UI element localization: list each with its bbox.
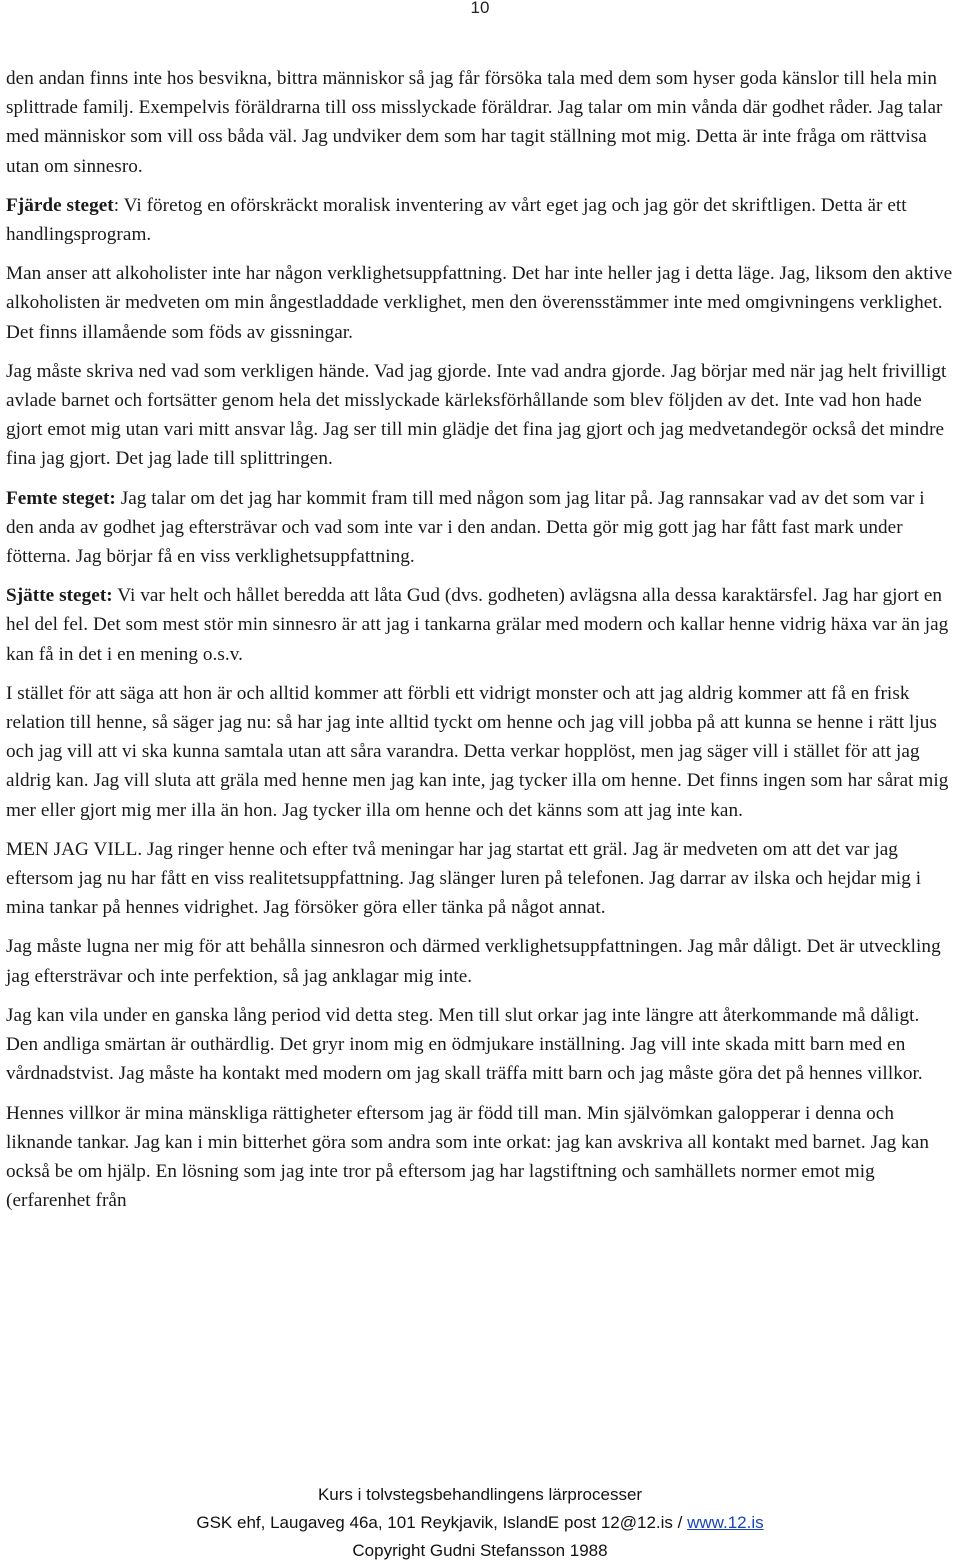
page-footer	[0, 1481, 960, 1565]
paragraph-text: Vi var helt och hållet beredda att låta Gud (dvs. godheten) avlägsna alla dessa karaktärsfel. Jag har gjort en hel del fel. Det som mest stör min sinnesro är att jag i tankarna grälar med modern och kallar henne vidrig häxa var än jag kan få in det i en mening o.s.v.	[6, 585, 949, 665]
paragraph	[6, 357, 954, 474]
footer-address: GSK ehf, Laugaveg 46a, 101 Reykjavik, IslandE post 12@12.is /	[196, 1513, 688, 1532]
paragraph	[6, 679, 954, 825]
paragraph-text: : Vi företog en oförskräckt moralisk inventering av vårt eget jag och jag gör det skriftligen. Detta är ett handlingsprogram.	[6, 194, 907, 246]
paragraph	[6, 64, 954, 181]
step-heading: Fjärde steget	[6, 194, 114, 216]
paragraph-step-5	[6, 484, 954, 572]
paragraph	[6, 1001, 954, 1089]
document-body	[6, 64, 954, 1225]
paragraph-text: Hennes villkor är mina mänskliga rättigheter eftersom jag är född till man. Min självömkan galopperar i denna och liknande tankar. Jag kan i min bitterhet göra som andra som inte orkat: jag kan avskriva all kontakt med barnet. Jag kan också be om hjälp. En lösning som jag inte tror på eftersom jag har lagstiftning och samhällets normer emot mig (erfarenhet från	[6, 1102, 930, 1212]
paragraph-text: Jag måste lugna ner mig för att behålla sinnesron och därmed verklighetsuppfattningen. Jag mår dåligt. Det är utveckling jag eftersträvar och inte perfektion, så jag anklagar mig inte.	[6, 936, 941, 987]
paragraph-text: Jag talar om det jag har kommit fram till med någon som jag litar på. Jag rannsakar vad av det som var i den anda av godhet jag eftersträvar och vad som inte var i den andan. Detta gör mig gott jag har fått fast mark under fötterna. Jag börjar få en viss verklighetsuppfattning.	[6, 487, 925, 568]
paragraph-step-4	[6, 191, 954, 249]
step-heading: Sjätte steget:	[6, 585, 113, 607]
paragraph	[6, 259, 954, 347]
paragraph	[6, 1099, 954, 1216]
page-number: 10	[470, 0, 490, 17]
paragraph-text: Man anser att alkoholister inte har någon verklighetsuppfattning. Det har inte heller jag i detta läge. Jag, liksom den aktive alkoholisten är medveten om min ångestladdade verklighet, men den överensstämmer inte med omgivningens verklighet. Det finns illamående som föds av gissningar.	[6, 263, 953, 343]
footer-course-title: Kurs i tolvstegsbehandlingens lärprocesser	[317, 1485, 643, 1504]
paragraph-text: Jag måste skriva ned vad som verkligen hände. Vad jag gjorde. Inte vad andra gjorde. Jag börjar med när jag helt frivilligt avlade barnet och fortsätter genom hela det misslyckade kärleksförhållande som blev följden av det. Inte vad hon hade gjort emot mig utan vari mitt ansvar låg. Jag ser till min glädje det fina jag gjort och jag medvetandegör också det mindre fina jag gjort. Det jag lade till splittringen.	[6, 360, 947, 470]
paragraph	[6, 932, 954, 990]
paragraph-text: MEN JAG VILL. Jag ringer henne och efter två meningar har jag startat ett gräl. Jag är medveten om att det var jag eftersom jag nu har fått en viss realitetsuppfattning. Jag slänger luren på telefonen. Jag darrar av ilska och hejdar mig i mina tankar på hennes vidrighet. Jag försöker göra eller tänka på något annat.	[6, 838, 922, 919]
footer-copyright: Copyright Gudni Stefansson 1988	[352, 1541, 608, 1560]
paragraph	[6, 835, 954, 923]
paragraph-text: den andan finns inte hos besvikna, bittra människor så jag får försöka tala med dem som hyser goda känslor till hela min splittrade familj. Exempelvis föräldrarna till oss misslyckade föräldrar. Jag talar om min vånda där godhet råder. Jag talar med människor som vill oss båda väl. Jag undviker dem som har tagit ställning mot mig. Detta är inte fråga om rättvisa utan om sinnesro.	[6, 68, 943, 177]
paragraph-text: I stället för att säga att hon är och alltid kommer att förbli ett vidrigt monster och att jag aldrig kommer att få en frisk relation till henne, så säger jag nu: så har jag inte alltid tyckt om henne och jag vill jobba på att kunna se henne i rätt ljus och jag vill att vi ska kunna samtala utan att såra varandra. Detta verkar hopplöst, men jag säger vill i stället för att jag aldrig kan. Jag vill sluta att gräla med henne men jag kan inte, jag tycker illa om henne. Det finns ingen som har sårat mig mer eller gjort mig mer illa än hon. Jag tycker illa om henne och det känns som att jag inte kan.	[6, 682, 949, 821]
paragraph-text: Jag kan vila under en ganska lång period vid detta steg. Men till slut orkar jag inte längre att återkommande må dåligt. Den andliga smärtan är outhärdlig. Det gryr inom mig en ödmjukare inställning. Jag vill inte skada mitt barn med en vårdnadstvist. Jag måste ha kontakt med modern om jag skall träffa mitt barn och jag måste göra det på hennes villkor.	[6, 1004, 923, 1085]
website-link[interactable]: www.12.is	[687, 1513, 764, 1532]
step-heading: Femte steget:	[6, 487, 116, 509]
paragraph-step-6	[6, 581, 954, 669]
footer-contact	[0, 1509, 960, 1537]
